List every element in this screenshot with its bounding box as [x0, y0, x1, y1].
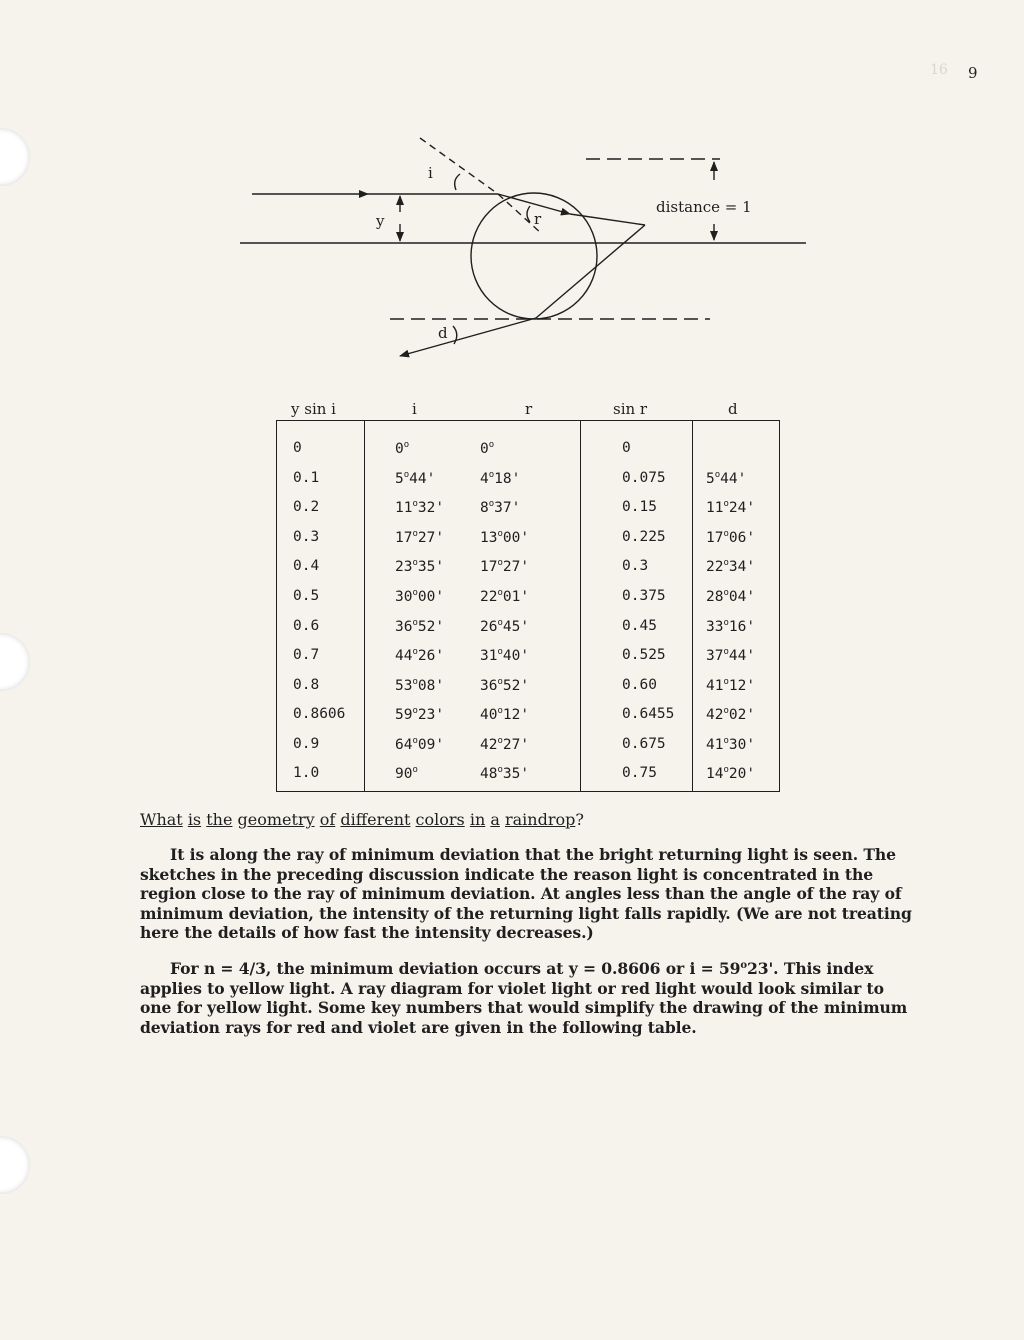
cell-i: 36$^o$52'	[395, 618, 445, 635]
cell-r: 4$^o$18'	[480, 470, 521, 487]
cell-i: 5$^o$44'	[395, 470, 436, 487]
cell-r: 40$^o$12'	[480, 706, 530, 723]
cell-d: 41$^o$30'	[706, 736, 756, 753]
cell-sin-r: 0.675	[622, 736, 666, 752]
cell-y-sin-i: 1.0	[293, 765, 320, 781]
cell-d: 5$^o$44'	[706, 470, 747, 487]
label-d: d	[438, 324, 448, 342]
cell-r: 22$^o$01'	[480, 588, 530, 605]
cell-r: 0$^o$	[480, 440, 495, 457]
question-word: colors	[415, 810, 465, 829]
bleed-through-mark: 16	[930, 62, 948, 78]
cell-d: 28$^o$04'	[706, 588, 756, 605]
label-r: r	[534, 210, 542, 228]
cell-i: 53$^o$08'	[395, 677, 445, 694]
cell-sin-r: 0.15	[622, 499, 657, 515]
cell-i: 90$^o$	[395, 765, 418, 782]
cell-sin-r: 0.525	[622, 647, 666, 663]
cell-d: 11$^o$24'	[706, 499, 756, 516]
cell-sin-r: 0.60	[622, 677, 657, 693]
cell-y-sin-i: 0.1	[293, 470, 320, 486]
cell-sin-r: 0.075	[622, 470, 666, 486]
header-i: i	[412, 400, 417, 418]
cell-i: 23$^o$35'	[395, 558, 445, 575]
cell-i: 44$^o$26'	[395, 647, 445, 664]
header-sin-r: sin r	[613, 400, 648, 418]
cell-r: 48$^o$35'	[480, 765, 530, 782]
cell-r: 13$^o$00'	[480, 529, 530, 546]
cell-i: 11$^o$32'	[395, 499, 445, 516]
table-divider	[364, 420, 365, 792]
cell-sin-r: 0.6455	[622, 706, 675, 722]
header-r: r	[525, 400, 533, 418]
header-d: d	[728, 400, 738, 418]
punch-hole-middle	[0, 633, 30, 691]
question-word: raindrop	[504, 810, 576, 829]
angle-i-arc	[455, 174, 460, 190]
table-divider	[692, 420, 693, 792]
cell-d: 37$^o$44'	[706, 647, 756, 664]
table-divider	[580, 420, 581, 792]
cell-r: 26$^o$45'	[480, 618, 530, 635]
cell-r: 31$^o$40'	[480, 647, 530, 664]
cell-y-sin-i: 0.9	[293, 736, 320, 752]
question-word: different	[340, 810, 411, 829]
cell-sin-r: 0.225	[622, 529, 666, 545]
cell-y-sin-i: 0.2	[293, 499, 320, 515]
cell-y-sin-i: 0.6	[293, 618, 320, 634]
cell-d: 33$^o$16'	[706, 618, 756, 635]
question-word: the	[206, 810, 233, 829]
cell-sin-r: 0.375	[622, 588, 666, 604]
question-word: geometry	[237, 810, 315, 829]
cell-y-sin-i: 0	[293, 440, 302, 456]
cell-y-sin-i: 0.5	[293, 588, 320, 604]
cell-y-sin-i: 0.7	[293, 647, 320, 663]
cell-y-sin-i: 0.4	[293, 558, 320, 574]
cell-r: 36$^o$52'	[480, 677, 530, 694]
cell-i: 17$^o$27'	[395, 529, 445, 546]
cell-r: 42$^o$27'	[480, 736, 530, 753]
reflected-ray	[536, 225, 645, 318]
question-word: in	[469, 810, 486, 829]
cell-i: 30$^o$00'	[395, 588, 445, 605]
cell-i: 59$^o$23'	[395, 706, 445, 723]
question-word: a	[490, 810, 500, 829]
cell-d: 22$^o$34'	[706, 558, 756, 575]
cell-sin-r: 0.45	[622, 618, 657, 634]
punch-hole-bottom	[0, 1136, 30, 1194]
cell-sin-r: 0	[622, 440, 631, 456]
cell-i: 64$^o$09'	[395, 736, 445, 753]
cell-sin-r: 0.75	[622, 765, 657, 781]
question-word: of	[319, 810, 336, 829]
paragraph-2: For n = 4/3, the minimum deviation occurs at y = 0.8606 or $i = 59^o23'$. This index applies to yellow light. A ray diagram for violet light or red light would look similar to one for yellow light. Some key numbers that would simplify the drawing of the minimum deviation rays for red and violet are given in the following table.	[140, 959, 908, 1037]
cell-r: 17$^o$27'	[480, 558, 530, 575]
cell-y-sin-i: 0.8	[293, 677, 320, 693]
cell-y-sin-i: 0.8606	[293, 706, 346, 722]
cell-d: 17$^o$06'	[706, 529, 756, 546]
paragraph-1: It is along the ray of minimum deviation that the bright returning light is seen. The sketches in the preceding discussion indicate the reason light is concentrated in the region close to the ray of minimum deviation. At angles less than the angle of the ray of minimum deviation, the intensity of the returning light falls rapidly. (We are not treating here the details of how fast the intensity decreases.)	[140, 845, 912, 943]
punch-hole-top	[0, 128, 30, 186]
cell-d: 42$^o$02'	[706, 706, 756, 723]
cell-y-sin-i: 0.3	[293, 529, 320, 545]
section-question: What is the geometry of different colors in a raindrop?	[140, 810, 584, 829]
label-y: y	[376, 212, 385, 230]
cell-r: 8$^o$37'	[480, 499, 521, 516]
cell-d: 14$^o$20'	[706, 765, 756, 782]
raindrop-ray-diagram	[240, 128, 820, 368]
cell-sin-r: 0.3	[622, 558, 649, 574]
header-y-sin-i: y sin i	[291, 400, 336, 418]
label-distance: distance = 1	[656, 198, 752, 216]
angle-r-arc	[527, 206, 530, 222]
exit-ray	[400, 318, 536, 356]
cell-d: 41$^o$12'	[706, 677, 756, 694]
cell-i: 0$^o$	[395, 440, 410, 457]
question-word: is	[187, 810, 202, 829]
label-i: i	[428, 164, 433, 182]
page-number: 9	[968, 64, 978, 82]
question-word: What	[140, 810, 183, 829]
